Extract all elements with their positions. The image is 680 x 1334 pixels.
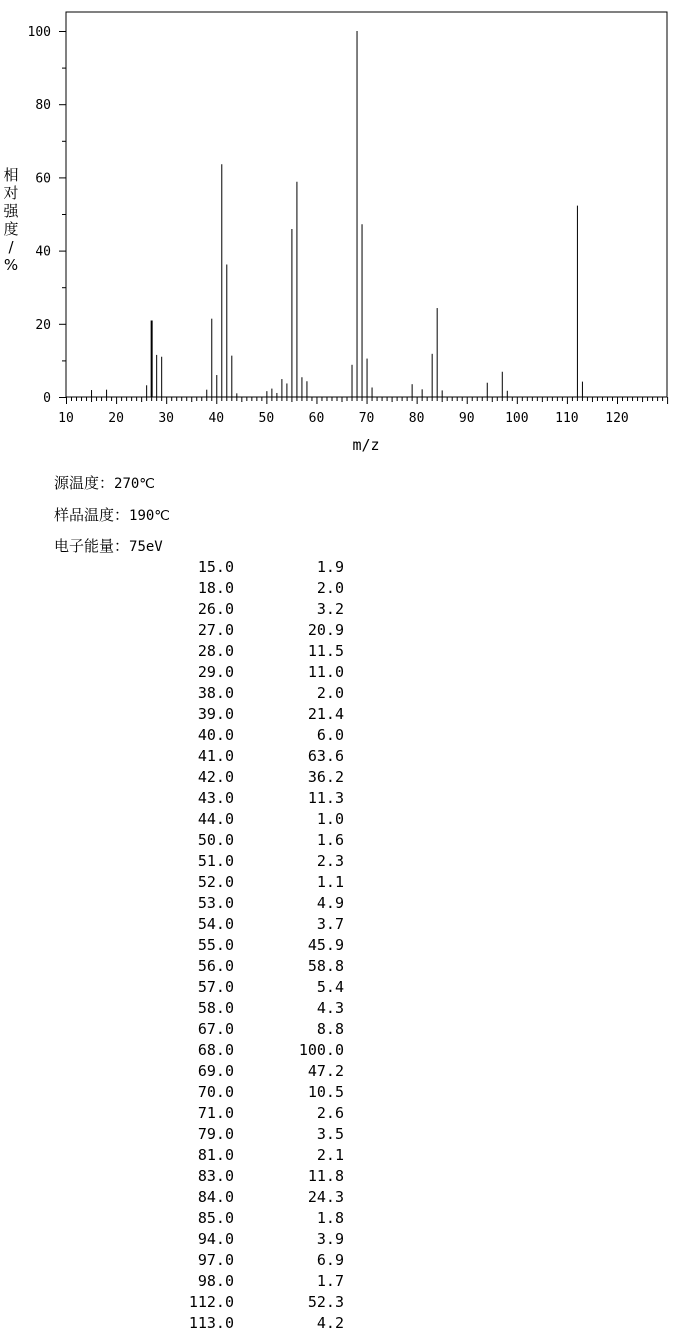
plot-frame [66, 12, 667, 397]
peak-mz: 27.0 [197, 621, 234, 639]
x-tick-label: 110 [555, 411, 579, 426]
peak-abundance: 45.9 [307, 936, 344, 954]
x-tick-label: 50 [258, 411, 275, 426]
table-row [150, 1271, 350, 1292]
source-temperature-value: 270℃ [114, 476, 156, 492]
peak-abundance: 1.6 [316, 831, 344, 849]
peak-mz: 113.0 [188, 1314, 234, 1332]
peak-mz: 112.0 [188, 1293, 234, 1311]
table-row [150, 1145, 350, 1166]
sample-temperature-value: 190℃ [129, 508, 171, 524]
peak-abundance: 11.3 [307, 789, 344, 807]
table-row [150, 1040, 350, 1061]
chart-bars [92, 31, 583, 397]
peak-mz: 44.0 [197, 810, 234, 828]
peak-mz: 39.0 [197, 705, 234, 723]
peak-abundance: 20.9 [307, 621, 344, 639]
peak-mz: 15.0 [197, 558, 234, 576]
x-tick-label: 100 [505, 411, 529, 426]
peak-mz: 68.0 [197, 1041, 234, 1059]
sample-temperature [54, 504, 170, 525]
peak-mz: 29.0 [197, 663, 234, 681]
table-row [150, 1082, 350, 1103]
peak-abundance: 36.2 [307, 768, 344, 786]
peak-abundance: 11.0 [307, 663, 344, 681]
y-axis-label-char: 强 [3, 202, 19, 220]
y-axis-label-char: 相 [3, 166, 19, 184]
x-tick-label: 20 [108, 411, 124, 426]
table-row [150, 578, 350, 599]
y-axis-label [2, 166, 20, 274]
peak-abundance: 2.1 [316, 1146, 344, 1164]
table-row [150, 830, 350, 851]
y-axis-label-char: / [8, 238, 14, 256]
table-row [150, 1250, 350, 1271]
peak-abundance: 63.6 [307, 747, 344, 765]
table-row [150, 767, 350, 788]
peak-mz: 41.0 [197, 747, 234, 765]
x-tick-label: 40 [208, 411, 225, 426]
y-axis-label-char: 对 [3, 184, 19, 202]
peak-abundance: 3.9 [316, 1230, 344, 1248]
peak-abundance: 21.4 [307, 705, 344, 723]
peak-table [150, 557, 350, 1334]
table-row [150, 788, 350, 809]
peak-abundance: 4.2 [316, 1314, 344, 1332]
source-temperature-label: 源温度： [54, 474, 115, 492]
table-row [150, 1292, 350, 1313]
table-row [150, 956, 350, 977]
y-tick-label: 0 [43, 391, 51, 406]
peak-mz: 50.0 [197, 831, 234, 849]
peak-abundance: 11.8 [307, 1167, 344, 1185]
peak-mz: 42.0 [197, 768, 234, 786]
peak-mz: 28.0 [197, 642, 234, 660]
peak-mz: 70.0 [197, 1083, 234, 1101]
y-axis-label-char: 度 [3, 220, 19, 238]
electron-energy [54, 535, 163, 556]
x-tick-label: 10 [58, 411, 74, 426]
y-axis-label-char: % [3, 256, 19, 274]
peak-mz: 71.0 [197, 1104, 234, 1122]
peak-abundance: 10.5 [307, 1083, 344, 1101]
x-tick-label: 80 [408, 411, 425, 426]
peak-abundance: 1.8 [316, 1209, 344, 1227]
peak-mz: 98.0 [197, 1272, 234, 1290]
peak-abundance: 2.0 [316, 684, 344, 702]
peak-abundance: 6.0 [316, 726, 344, 744]
peak-abundance: 1.0 [316, 810, 344, 828]
table-row [150, 1103, 350, 1124]
table-row [150, 872, 350, 893]
peak-mz: 57.0 [197, 978, 234, 996]
peak-abundance: 11.5 [307, 642, 344, 660]
peak-abundance: 6.9 [316, 1251, 344, 1269]
peak-abundance: 58.8 [307, 957, 344, 975]
table-row [150, 1313, 350, 1334]
peak-abundance: 100.0 [298, 1041, 344, 1059]
peak-mz: 97.0 [197, 1251, 234, 1269]
peak-abundance: 52.3 [307, 1293, 344, 1311]
chart-axes [59, 12, 668, 404]
y-tick-label: 80 [35, 98, 51, 114]
electron-energy-value: 75eV [129, 539, 163, 555]
peak-abundance: 3.5 [316, 1125, 344, 1143]
peak-mz: 51.0 [197, 852, 234, 870]
y-tick-label: 40 [35, 244, 51, 260]
table-row [150, 557, 350, 578]
table-row [150, 977, 350, 998]
x-axis-label: m/z [352, 436, 380, 454]
peak-abundance: 4.3 [316, 999, 344, 1017]
table-row [150, 1208, 350, 1229]
x-tick-labels [58, 411, 629, 426]
table-row [150, 1187, 350, 1208]
table-row [150, 809, 350, 830]
table-row [150, 1229, 350, 1250]
peak-abundance: 2.3 [316, 852, 344, 870]
table-row [150, 914, 350, 935]
peak-mz: 85.0 [197, 1209, 234, 1227]
table-row [150, 725, 350, 746]
peak-abundance: 1.9 [316, 558, 344, 576]
table-row [150, 1124, 350, 1145]
peak-mz: 40.0 [197, 726, 234, 744]
x-tick-label: 90 [458, 411, 475, 426]
peak-abundance: 2.6 [316, 1104, 344, 1122]
peak-mz: 81.0 [197, 1146, 234, 1164]
peak-abundance: 24.3 [307, 1188, 344, 1206]
peak-mz: 54.0 [197, 915, 234, 933]
source-temperature [54, 472, 155, 493]
peak-mz: 18.0 [197, 579, 234, 597]
peak-abundance: 2.0 [316, 579, 344, 597]
table-row [150, 662, 350, 683]
peak-mz: 52.0 [197, 873, 234, 891]
table-row [150, 641, 350, 662]
table-row [150, 1166, 350, 1187]
peak-mz: 69.0 [197, 1062, 234, 1080]
peak-mz: 58.0 [197, 999, 234, 1017]
x-tick-label: 60 [308, 411, 325, 426]
x-tick-label: 70 [358, 411, 375, 426]
y-tick-label: 20 [35, 317, 51, 333]
peak-mz: 56.0 [197, 957, 234, 975]
sample-temperature-label: 样品温度： [54, 506, 130, 524]
peak-mz: 67.0 [197, 1020, 234, 1038]
peak-mz: 53.0 [197, 894, 234, 912]
peak-mz: 43.0 [197, 789, 234, 807]
peak-abundance: 3.7 [316, 915, 344, 933]
table-row [150, 998, 350, 1019]
peak-abundance: 3.2 [316, 600, 344, 618]
peak-abundance: 1.1 [316, 873, 344, 891]
peak-abundance: 47.2 [307, 1062, 344, 1080]
peak-abundance: 1.7 [316, 1272, 344, 1290]
table-row [150, 935, 350, 956]
table-row [150, 893, 350, 914]
x-tick-label: 30 [158, 411, 175, 426]
peak-mz: 94.0 [197, 1230, 234, 1248]
peak-mz: 38.0 [197, 684, 234, 702]
peak-mz: 26.0 [197, 600, 234, 618]
peak-abundance: 5.4 [316, 978, 344, 996]
table-row [150, 1061, 350, 1082]
y-tick-labels [28, 25, 51, 406]
mass-spectrum-chart [0, 0, 680, 460]
table-row [150, 746, 350, 767]
table-row [150, 599, 350, 620]
peak-abundance: 8.8 [316, 1020, 344, 1038]
table-row [150, 851, 350, 872]
y-tick-label: 100 [27, 25, 51, 40]
table-row [150, 1019, 350, 1040]
peak-abundance: 4.9 [316, 894, 344, 912]
y-tick-label: 60 [35, 171, 51, 187]
peak-mz: 84.0 [197, 1188, 234, 1206]
electron-energy-label: 电子能量： [54, 537, 130, 555]
table-row [150, 683, 350, 704]
peak-mz: 83.0 [197, 1167, 234, 1185]
table-row [150, 704, 350, 725]
table-row [150, 620, 350, 641]
x-tick-label: 120 [605, 411, 629, 426]
peak-mz: 55.0 [197, 936, 234, 954]
peak-mz: 79.0 [197, 1125, 234, 1143]
